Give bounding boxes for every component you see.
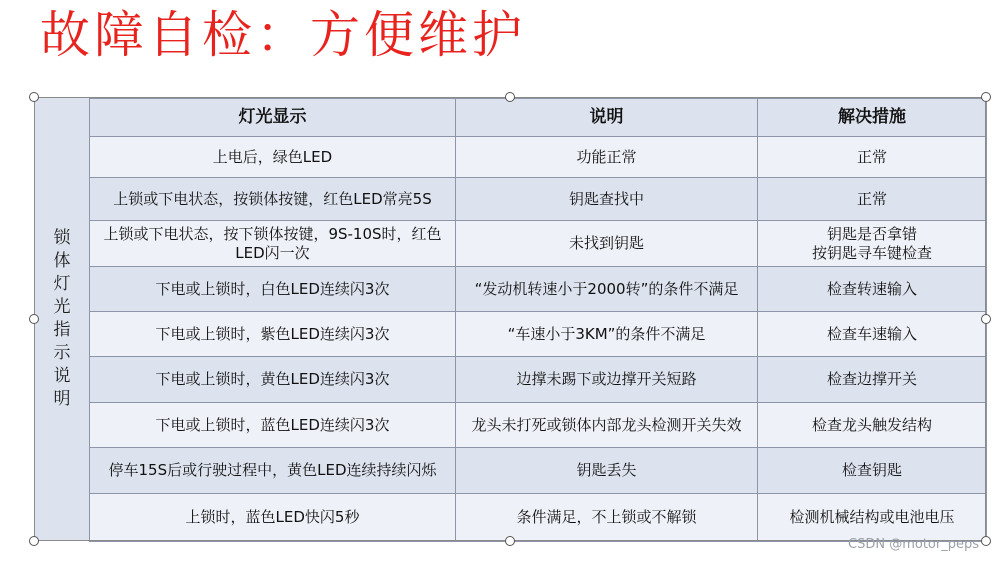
- cell-description: “发动机转速小于2000转”的条件不满足: [456, 267, 758, 312]
- cell-solution: 检查龙头触发结构: [758, 403, 987, 448]
- cell-solution: 检查转速输入: [758, 267, 987, 312]
- cell-solution: 检测机械结构或电池电压: [758, 494, 987, 542]
- cell-solution: 正常: [758, 137, 987, 178]
- watermark: CSDN @motor_peps: [848, 537, 979, 552]
- cell-description: “车速小于3KM”的条件不满足: [456, 312, 758, 357]
- header-solution: 解决措施: [758, 99, 987, 137]
- cell-description: 龙头未打死或锁体内部龙头检测开关失效: [456, 403, 758, 448]
- resize-handle-top-left[interactable]: [29, 92, 39, 102]
- cell-solution: 检查边撑开关: [758, 357, 987, 403]
- resize-handle-bottom-left[interactable]: [29, 536, 39, 546]
- cell-description: 钥匙丢失: [456, 448, 758, 494]
- cell-light-display: 下电或上锁时，蓝色LED连续闪3次: [90, 403, 456, 448]
- cell-solution: 检查车速输入: [758, 312, 987, 357]
- selection-frame[interactable]: [34, 97, 986, 541]
- cell-description: 功能正常: [456, 137, 758, 178]
- resize-handle-bottom[interactable]: [505, 536, 515, 546]
- cell-light-display: 上电后，绿色LED: [90, 137, 456, 178]
- resize-handle-bottom-right[interactable]: [981, 536, 991, 546]
- cell-solution: 检查钥匙: [758, 448, 987, 494]
- cell-description: 条件满足，不上锁或不解锁: [456, 494, 758, 542]
- cell-light-display: 停车15S后或行驶过程中，黄色LED连续持续闪烁: [90, 448, 456, 494]
- cell-solution: 正常: [758, 178, 987, 221]
- resize-handle-right[interactable]: [981, 314, 991, 324]
- header-description: 说明: [456, 99, 758, 137]
- header-light-display: 灯光显示: [90, 99, 456, 137]
- cell-light-display: 下电或上锁时，白色LED连续闪3次: [90, 267, 456, 312]
- cell-description: 未找到钥匙: [456, 221, 758, 267]
- resize-handle-top-right[interactable]: [981, 92, 991, 102]
- slide-title: 故障自检：方便维护: [40, 6, 526, 64]
- cell-light-display: 上锁或下电状态，按下锁体按键，9S-10S时，红色LED闪一次: [90, 221, 456, 267]
- cell-light-display: 下电或上锁时，黄色LED连续闪3次: [90, 357, 456, 403]
- cell-light-display: 下电或上锁时，紫色LED连续闪3次: [90, 312, 456, 357]
- cell-light-display: 上锁或下电状态，按锁体按键，红色LED常亮5S: [90, 178, 456, 221]
- side-label: 锁体灯光指示说明: [53, 228, 71, 409]
- resize-handle-left[interactable]: [29, 314, 39, 324]
- cell-solution: 钥匙是否拿错 按钥匙寻车键检查: [758, 221, 987, 267]
- cell-light-display: 上锁时，蓝色LED快闪5秒: [90, 494, 456, 542]
- resize-handle-top[interactable]: [505, 92, 515, 102]
- cell-description: 钥匙查找中: [456, 178, 758, 221]
- cell-description: 边撑未踢下或边撑开关短路: [456, 357, 758, 403]
